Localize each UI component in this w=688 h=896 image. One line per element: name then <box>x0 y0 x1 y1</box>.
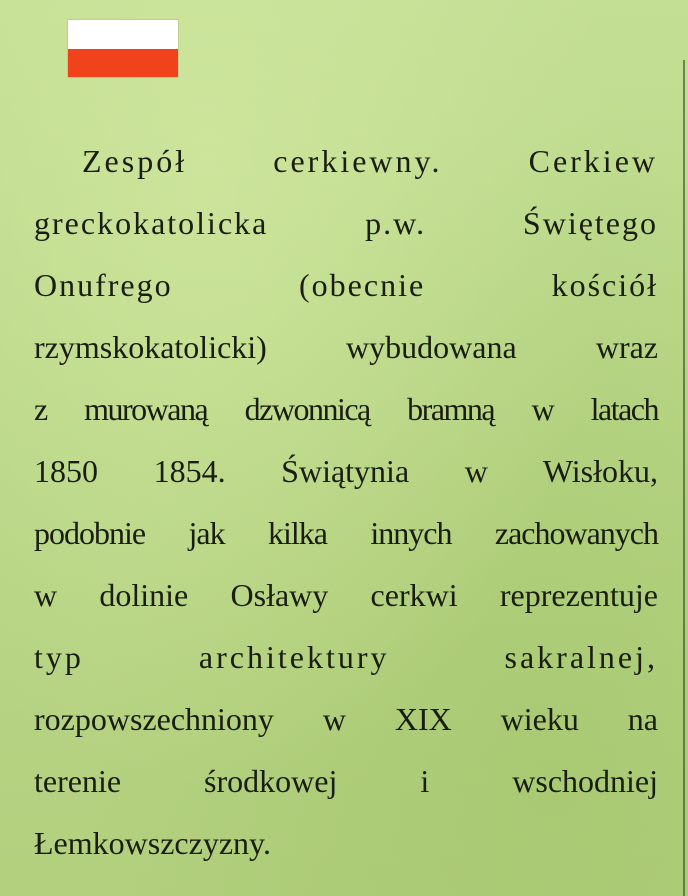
polish-flag-icon <box>68 20 178 77</box>
text-line: terenie środkowej i wschodniej <box>34 763 658 799</box>
text-line: 1850 1854. Świątynia w Wisłoku, <box>34 453 658 489</box>
text-line: rozpowszechniony w XIX wieku na <box>34 701 658 737</box>
text-line: greckokatolicka p.w. Świętego <box>34 205 658 241</box>
text-line: Onufrego (obecnie kościół <box>34 267 658 303</box>
text-line: Zespół cerkiewny. Cerkiew <box>82 143 658 179</box>
text-line: rzymskokatolicki) wybudowana wraz <box>34 329 658 365</box>
text-line: podobnie jak kilka innych zachowanych <box>34 515 658 551</box>
text-line: w dolinie Osławy cerkwi reprezentuje <box>34 577 658 613</box>
flag-red-stripe <box>68 49 178 78</box>
flag-white-stripe <box>68 20 178 49</box>
text-line: Łemkowszczyzny. <box>34 825 271 861</box>
text-line: typ architektury sakralnej, <box>34 639 658 675</box>
plaque-edge-divider <box>683 60 685 896</box>
text-line: z murowaną dzwonnicą bramną w latach <box>34 391 658 427</box>
